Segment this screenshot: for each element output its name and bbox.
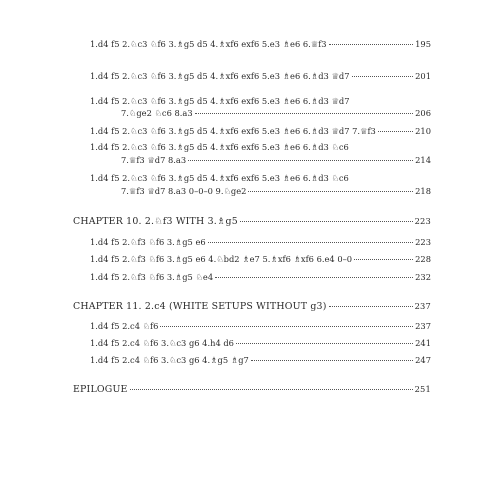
toc-entry-page: 237 (415, 321, 431, 331)
chapter-page: 223 (414, 216, 431, 226)
chapter-title: CHAPTER 10. 2.♘f3 WITH 3.♗g5 (73, 216, 238, 227)
toc-entry (121, 154, 431, 166)
toc-entry-text: 1.d4 f5 2.♘f3 ♘f6 3.♗g5 ♘e4 (90, 272, 214, 282)
epilogue-heading (73, 383, 431, 396)
toc-entry-page: 195 (415, 39, 431, 49)
toc-entry-text: 1.d4 f5 2.♘c3 ♘f6 3.♗g5 d5 4.♗xf6 exf6 5.e3 ♗e6 6.♗d3 ♘c6 (90, 173, 349, 183)
toc-entry (90, 253, 431, 265)
leader-dots (248, 190, 413, 192)
toc-entry-page: 218 (415, 186, 431, 196)
toc-entry-text: 1.d4 f5 2.c4 ♘f6 3.♘c3 g6 4.h4 d6 (90, 338, 234, 348)
toc-entry-text: 1.d4 f5 2.♘c3 ♘f6 3.♗g5 d5 4.♗xf6 exf6 5.e3 ♗e6 6.♗d3 ♕d7 (90, 71, 350, 81)
toc-entry-page: 210 (415, 126, 431, 136)
toc-entry (90, 70, 431, 82)
leader-dots (130, 388, 413, 390)
toc-entry-page: 228 (415, 254, 431, 264)
leader-dots (329, 305, 413, 307)
leader-dots (188, 159, 413, 161)
leader-dots (378, 130, 413, 132)
leader-dots (354, 258, 413, 260)
toc-entry-page: 206 (415, 108, 431, 118)
leader-dots (160, 325, 413, 327)
chapter-heading (73, 215, 431, 228)
toc-entry-text: 1.d4 f5 2.♘f3 ♘f6 3.♗g5 e6 4.♘bd2 ♗e7 5.♗xf6 ♗xf6 6.e4 0–0 (90, 254, 353, 264)
toc-entry-continuation: 7.♕f3 ♕d7 8.a3 0–0–0 9.♘ge2 (121, 186, 247, 196)
toc-entry-page: 214 (415, 155, 431, 165)
chapter-page: 237 (414, 301, 431, 311)
toc-entry (121, 107, 431, 119)
toc-entry (90, 38, 431, 50)
toc-entry-text: 1.d4 f5 2.♘c3 ♘f6 3.♗g5 d5 4.♗xf6 exf6 5.e3 ♗e6 6.♗d3 ♕d7 7.♕f3 (90, 126, 376, 136)
epilogue-page: 251 (414, 384, 431, 394)
toc-entry (90, 337, 431, 349)
toc-entry-text: 1.d4 f5 2.♘c3 ♘f6 3.♗g5 d5 4.♗xf6 exf6 5.e3 ♗e6 6.♗d3 ♘c6 (90, 142, 349, 152)
leader-dots (195, 112, 414, 114)
toc-entry-first-line (90, 172, 431, 184)
toc-entry-text: 1.d4 f5 2.♘f3 ♘f6 3.♗g5 e6 (90, 237, 206, 247)
toc-entry-page: 247 (415, 355, 431, 365)
epilogue-title: EPILOGUE (73, 384, 128, 395)
toc-entry-page: 223 (415, 237, 431, 247)
toc-entry (90, 125, 431, 137)
toc-entry-text: 1.d4 f5 2.c4 ♘f6 3.♘c3 g6 4.♗g5 ♗g7 (90, 355, 249, 365)
leader-dots (236, 342, 413, 344)
toc-entry-text: 1.d4 f5 2.♘c3 ♘f6 3.♗g5 d5 4.♗xf6 exf6 5.e3 ♗e6 6.♕f3 (90, 39, 327, 49)
leader-dots (329, 43, 414, 45)
toc-entry-continuation: 7.♕f3 ♕d7 8.a3 (121, 155, 187, 165)
toc-entry (90, 236, 431, 248)
leader-dots (208, 241, 413, 243)
leader-dots (352, 75, 414, 77)
toc-entry-first-line (90, 141, 431, 153)
toc-entry-first-line (90, 95, 431, 107)
chapter-heading (73, 300, 431, 313)
toc-entry-text: 1.d4 f5 2.c4 ♘f6 (90, 321, 159, 331)
toc-entry-continuation: 7.♘ge2 ♘c6 8.a3 (121, 108, 193, 118)
chapter-title: CHAPTER 11. 2.c4 (WHITE SETUPS WITHOUT g3) (73, 301, 327, 312)
leader-dots (215, 276, 413, 278)
toc-entry (90, 354, 431, 366)
leader-dots (240, 220, 413, 222)
toc-entry-page: 201 (415, 71, 431, 81)
toc-entry-page: 241 (415, 338, 431, 348)
toc-entry (90, 320, 431, 332)
toc-entry-text: 1.d4 f5 2.♘c3 ♘f6 3.♗g5 d5 4.♗xf6 exf6 5.e3 ♗e6 6.♗d3 ♕d7 (90, 96, 350, 106)
leader-dots (251, 359, 413, 361)
toc-entry-page: 232 (415, 272, 431, 282)
toc-entry (90, 271, 431, 283)
toc-entry (121, 185, 431, 197)
